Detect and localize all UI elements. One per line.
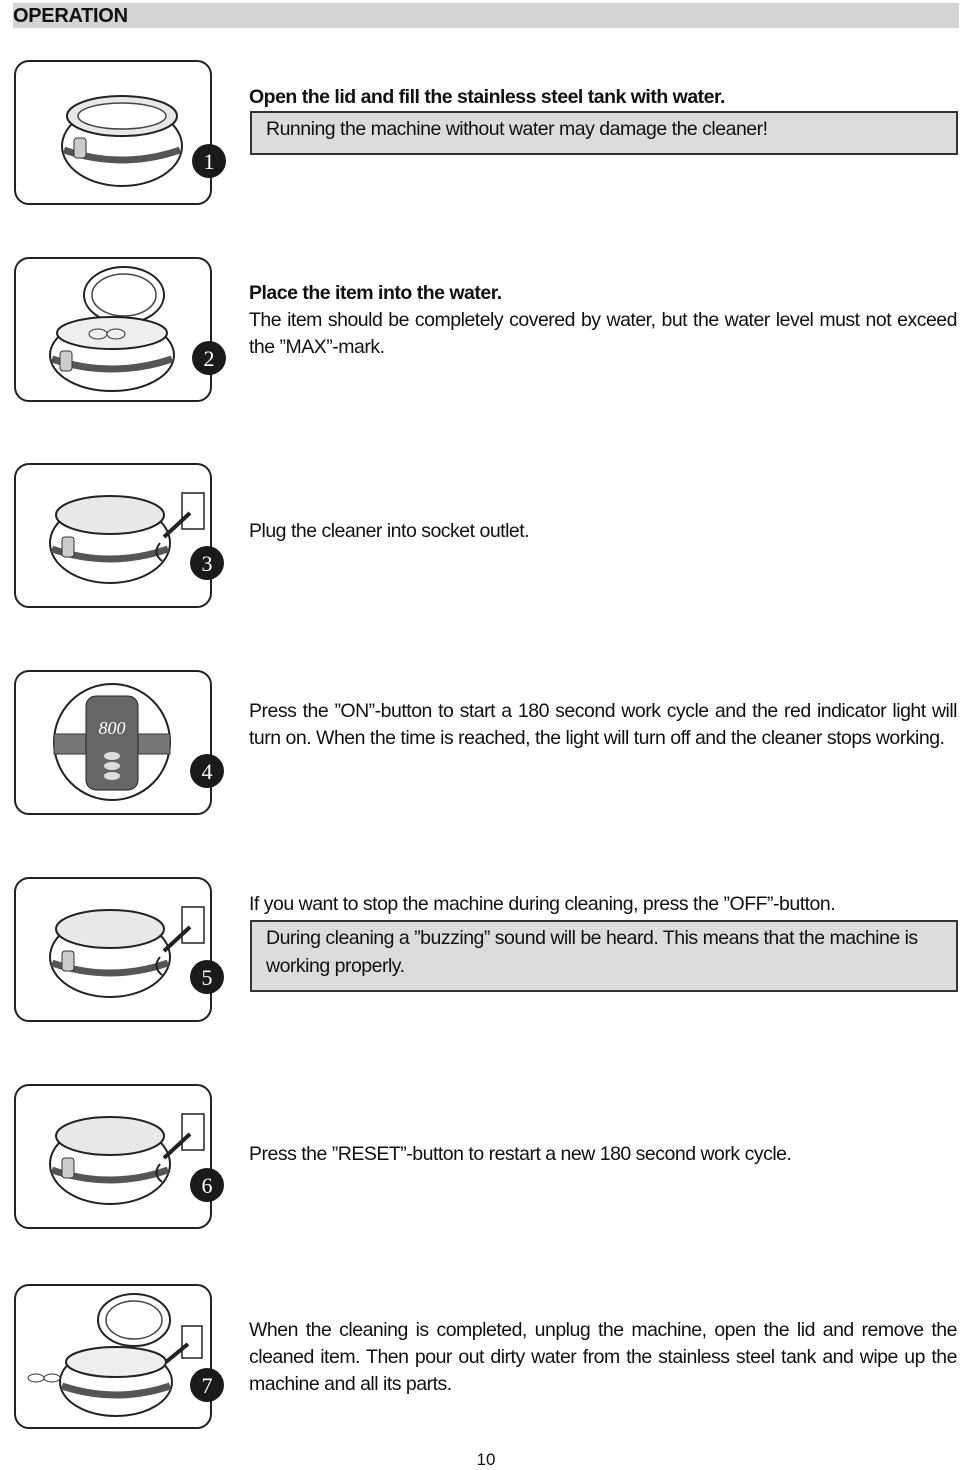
number-badge (190, 1168, 224, 1202)
step-5-info-note: During cleaning a ”buzzing” sound will be heard. This means that the machine is working properly. (250, 920, 958, 992)
step-number: 2 (203, 346, 215, 371)
number-badge (190, 754, 224, 788)
ultrasonic-cleaner-illustration (12, 255, 230, 405)
number-badge (190, 960, 224, 994)
ultrasonic-cleaner-illustration (12, 875, 230, 1025)
step-6-body: Press the ”RESET”-button to restart a new 180 second work cycle. (249, 1143, 792, 1165)
timer-display: 800 (98, 718, 126, 738)
step-number: 5 (201, 965, 213, 990)
step-5-body: If you want to stop the machine during cleaning, press the ”OFF”-button. (249, 893, 836, 915)
step-1-title: Open the lid and fill the stainless steel tank with water. (249, 86, 725, 108)
section-header (13, 3, 959, 28)
step-5-text (249, 891, 957, 918)
step-3-body: Plug the cleaner into socket outlet. (249, 520, 530, 542)
step-5-illustration (12, 875, 230, 1025)
step-number: 7 (201, 1373, 213, 1398)
step-number: 3 (201, 551, 213, 576)
step-1-text (249, 84, 957, 111)
ultrasonic-cleaner-illustration (12, 1082, 230, 1232)
ultrasonic-cleaner-illustration (12, 668, 230, 818)
step-4-body: Press the ”ON”-button to start a 180 second work cycle and the red indicator light will turn on. When the time is reached, the light will turn off and the cleaner stops working. (249, 700, 957, 749)
step-3-illustration (12, 461, 230, 611)
step-4-illustration (12, 668, 230, 818)
step-7-text (249, 1317, 957, 1398)
ultrasonic-cleaner-illustration (12, 1282, 230, 1432)
step-6-text (249, 1141, 957, 1168)
step-2-text (249, 280, 957, 361)
step-7-illustration (12, 1282, 230, 1432)
section-title: OPERATION (13, 5, 128, 27)
step-1-warning-note: Running the machine without water may damage the cleaner! (250, 111, 958, 155)
step-6-illustration (12, 1082, 230, 1232)
step-7-body: When the cleaning is completed, unplug the machine, open the lid and remove the cleaned item. Then pour out dirty water from the stainless steel tank and wipe up the machine and all its parts. (249, 1319, 957, 1395)
number-badge (192, 341, 226, 375)
step-2-body: The item should be completely covered by water, but the water level must not exceed the ”MAX”-mark. (249, 309, 957, 358)
step-2-title: Place the item into the water. (249, 282, 502, 304)
number-badge (190, 1368, 224, 1402)
step-1-illustration (12, 58, 230, 208)
number-badge (192, 144, 226, 178)
ultrasonic-cleaner-illustration (12, 58, 230, 208)
page-number: 10 (476, 1450, 496, 1469)
number-badge (190, 546, 224, 580)
ultrasonic-cleaner-illustration (12, 461, 230, 611)
step-number: 4 (201, 759, 213, 784)
step-number: 1 (203, 149, 215, 174)
step-2-illustration (12, 255, 230, 405)
step-number: 6 (201, 1173, 213, 1198)
step-4-text (249, 698, 957, 752)
step-3-text (249, 518, 957, 545)
